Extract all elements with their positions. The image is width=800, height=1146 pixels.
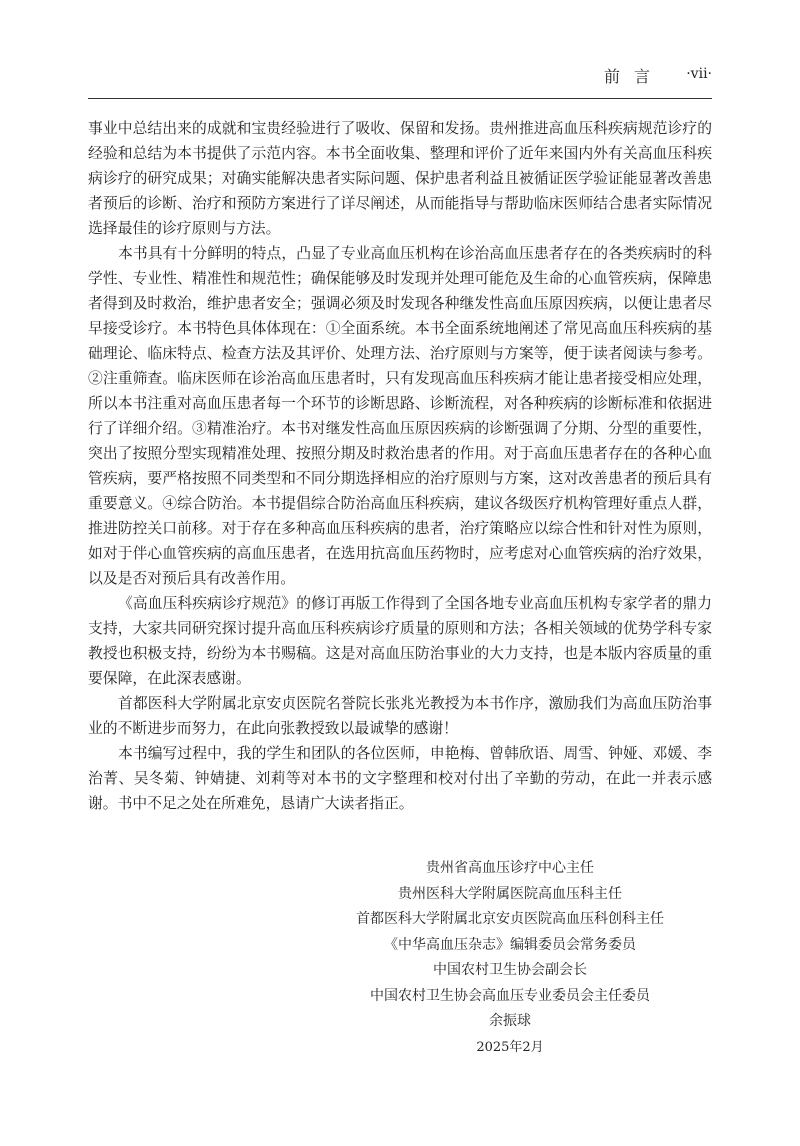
header-divider bbox=[88, 98, 712, 99]
paragraph-continued: 事业中总结出来的成就和宝贵经验进行了吸收、保留和发扬。贵州推进高血压科疾病规范诊疗的经验和总结为本书提供了示范内容。本书全面收集、整理和评价了近年来国内外有关高血压科疾病诊疗的研究成果；对确实能解决患者实际问题、保护患者利益且被循证医学验证能显著改善患者预后的诊断、治疗和预防方案进行了详尽阐述，从而能指导与帮助临床医师结合患者实际情况选择最佳的诊疗原则与方法。 bbox=[88, 120, 712, 237]
preface-body bbox=[88, 116, 712, 816]
signature-title: 贵州医科大学附属医院高血压科主任 bbox=[398, 885, 622, 902]
signature-title: 贵州省高血压诊疗中心主任 bbox=[426, 860, 594, 876]
signature-date: 2025年2月 bbox=[476, 1039, 544, 1055]
author-name: 余振球 bbox=[489, 1013, 531, 1029]
signature-title: 中国农村卫生协会副会长 bbox=[433, 962, 587, 978]
signature-title: 《中华高血压杂志》编辑委员会常务委员 bbox=[384, 936, 636, 953]
signature-title: 首都医科大学附属北京安贞医院高血压科创科主任 bbox=[356, 911, 664, 927]
paragraph-foreword-thanks: 首都医科大学附属北京安贞医院名誉院长张兆光教授为本书作序，激励我们为高血压防治事业的不断进步而努力，在此向张教授致以最诚挚的感谢！ bbox=[88, 695, 712, 737]
chapter-title: 前言 bbox=[603, 67, 664, 86]
signature-block bbox=[300, 856, 720, 1060]
running-header bbox=[88, 64, 712, 96]
paragraph-revision-thanks: 《高血压科疾病诊疗规范》的修订再版工作得到了全国各地专业高血压机构专家学者的鼎力支持，大家共同研究探讨提升高血压科疾病诊疗质量的原则和方法；各相关领域的优势学科专家教授也积极支持，纷纷为本书赐稿。这是对高血压防治事业的大力支持，也是本版内容质量的重要保障，在此深表感谢。 bbox=[88, 595, 712, 687]
page-number: ·vii· bbox=[686, 66, 712, 82]
signature-title: 中国农村卫生协会高血压专业委员会主任委员 bbox=[370, 987, 650, 1004]
paragraph-team-thanks: 本书编写过程中，我的学生和团队的各位医师，申艳梅、曾韩欣语、周雪、钟娅、邓媛、李治菁、吴冬菊、钟婧捷、刘莉等对本书的文字整理和校对付出了辛勤的劳动，在此一并表示感谢。书中不足之处在所难免，恳请广大读者指正。 bbox=[88, 745, 712, 812]
paragraph-features: 本书具有十分鲜明的特点，凸显了专业高血压机构在诊治高血压患者存在的各类疾病时的科学性、专业性、精准性和规范性；确保能够及时发现并处理可能危及生命的心血管疾病，保障患者得到及时救治，维护患者安全；强调必须及时发现各种继发性高血压原因疾病，以便让患者尽早接受诊疗。本书特色具体体现在：①全面系统。本书全面系统地阐述了常见高血压科疾病的基础理论、临床特点、检查方法及其评价、处理方法、治疗原则与方案等，便于读者阅读与参考。②注重筛查。临床医师在诊治高血压患者时，只有发现高血压科疾病才能让患者接受相应处理，所以本书注重对高血压患者每一个环节的诊断思路、诊断流程，对各种疾病的诊断标准和依据进行了详细介绍。③精准治疗。本书对继发性高血压原因疾病的诊断强调了分期、分型的重要性，突出了按照分型实现精准处理、按照分期及时救治患者的作用。对于高血压患者存在的各种心血管疾病，要严格按照不同类型和不同分期选择相应的治疗原则与方案，这对改善患者的预后具有重要意义。④综合防治。本书提倡综合防治高血压科疾病，建议各级医疗机构管理好重点人群，推进防控关口前移。对于存在多种高血压科疾病的患者，治疗策略应以综合性和针对性为原则，如对于伴心血管疾病的高血压患者，在选用抗高血压药物时，应考虑对心血管疾病的治疗效果，以及是否对预后具有改善作用。 bbox=[88, 245, 712, 587]
